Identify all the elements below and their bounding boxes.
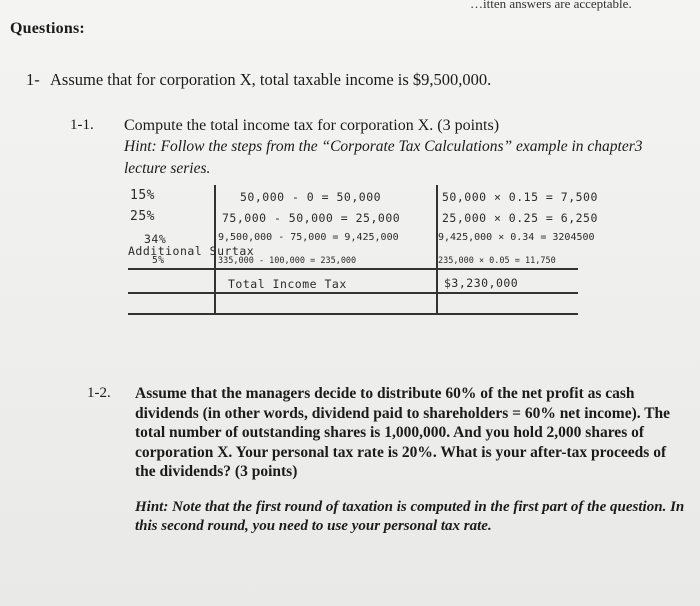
hw-row3-calc: 9,500,000 - 75,000 = 9,425,000 (218, 232, 399, 243)
question-1-1-hint-line1: Hint: Follow the steps from the “Corporate Tax Calculations” example in chapter3 (124, 138, 643, 155)
table-rule-2 (128, 292, 578, 294)
question-1-text: Assume that for corporation X, total taxable income is $9,500,000. (50, 70, 492, 89)
hw-total-value: $3,230,000 (444, 276, 519, 290)
question-1-2-number: 1-2. (87, 385, 111, 401)
hw-row1-calc: 50,000 - 0 = 50,000 (240, 190, 382, 204)
hw-row1-tax: 50,000 × 0.15 = 7,500 (442, 190, 598, 204)
page-title: Questions: (10, 20, 85, 37)
hw-row4-tax: 235,000 × 0.05 = 11,750 (438, 256, 556, 266)
table-divider-v2 (436, 185, 438, 313)
hw-row4-calc: 335,000 - 100,000 = 235,000 (218, 256, 357, 266)
question-1-1-number: 1-1. (70, 117, 94, 133)
table-rule-3 (128, 313, 578, 315)
hw-row1-rate: 15% (130, 188, 155, 203)
question-1-2-text: Assume that the managers decide to distribute 60% of the net profit as cash dividends (in other words, dividend paid to shareholders = 60% net income). The total number of outstanding shares is 1,000,000. And you hold 2,000 shares of corporation X. Your personal tax rate is 20%. What is your after-tax proceeds of the dividends? (3 points) (135, 385, 671, 480)
hw-row2-tax: 25,000 × 0.25 = 6,250 (442, 211, 598, 225)
hw-row2-rate: 25% (130, 209, 155, 224)
hw-row2-calc: 75,000 - 50,000 = 25,000 (222, 211, 401, 225)
header-fragment: …itten answers are acceptable. (470, 0, 632, 11)
hw-surtax-label: Additional Surtax (128, 244, 255, 258)
hw-row3-rate: 34% (144, 232, 167, 246)
hw-row4-rate: 5% (152, 255, 165, 266)
hw-total-label: Total Income Tax (228, 277, 347, 291)
question-1-2-hint: Hint: Note that the first round of taxation is computed in the first part of the question. In this second round, you need to use your personal tax rate. (135, 499, 685, 534)
question-1-1-hint-line2: lecture series. (124, 160, 211, 177)
table-rule-1 (128, 268, 578, 270)
hw-row3-tax: 9,425,000 × 0.34 = 3204500 (438, 232, 595, 243)
question-1-number: 1- (26, 70, 40, 89)
question-1-1-text: Compute the total income tax for corporation X. (3 points) (124, 117, 500, 134)
